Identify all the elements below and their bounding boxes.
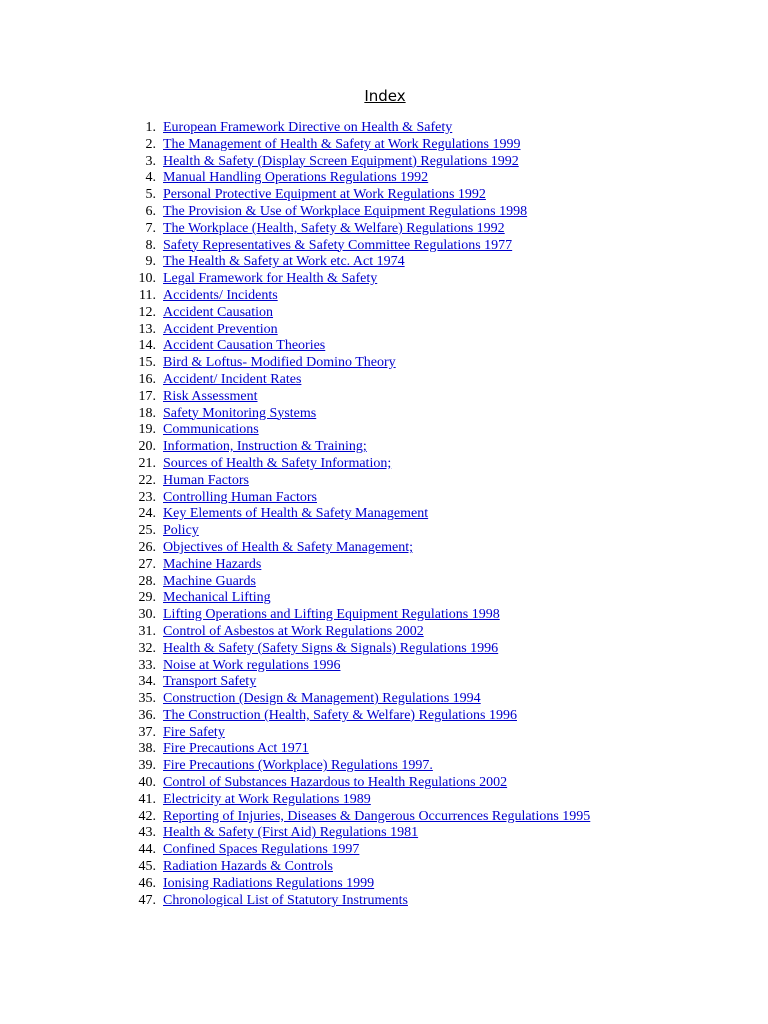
list-item: [0, 523, 768, 540]
item-number: 24.: [138, 506, 156, 522]
list-item: [0, 893, 768, 910]
index-link[interactable]: Policy: [163, 523, 199, 539]
list-item: [0, 557, 768, 574]
index-link[interactable]: The Provision & Use of Workplace Equipment Regulations 1998: [163, 203, 528, 219]
list-item: [0, 641, 768, 658]
list-item: [0, 288, 768, 305]
item-number: 46.: [138, 875, 156, 891]
list-item: [0, 372, 768, 389]
list-item: [0, 876, 768, 893]
list-item: [0, 154, 768, 171]
list-item: [0, 708, 768, 725]
item-number: 41.: [138, 791, 156, 807]
item-number: 26.: [138, 539, 156, 555]
list-item: [0, 741, 768, 758]
index-link[interactable]: Information, Instruction & Training;: [163, 439, 367, 455]
item-number: 10.: [138, 271, 156, 287]
item-number: 9.: [145, 254, 156, 270]
index-link[interactable]: Key Elements of Health & Safety Management: [163, 506, 429, 522]
index-link[interactable]: Noise at Work regulations 1996: [163, 657, 341, 673]
index-link[interactable]: Accidents/ Incidents: [163, 287, 278, 303]
item-number: 16.: [138, 371, 156, 387]
list-item: [0, 221, 768, 238]
index-link[interactable]: Ionising Radiations Regulations 1999: [163, 875, 375, 891]
list-item: [0, 456, 768, 473]
index-link[interactable]: The Health & Safety at Work etc. Act 1974: [163, 254, 405, 270]
index-link[interactable]: Lifting Operations and Lifting Equipment Regulations 1998: [163, 607, 500, 623]
index-link[interactable]: Manual Handling Operations Regulations 1992: [163, 170, 429, 186]
index-link[interactable]: Chronological List of Statutory Instruments: [163, 892, 408, 908]
item-number: 33.: [138, 657, 156, 673]
list-item: [0, 574, 768, 591]
list-item: [0, 758, 768, 775]
list-item: [0, 439, 768, 456]
list-item: [0, 859, 768, 876]
index-link[interactable]: Radiation Hazards & Controls: [163, 859, 333, 875]
list-item: [0, 658, 768, 675]
item-number: 7.: [145, 220, 156, 236]
item-number: 22.: [138, 472, 156, 488]
list-item: [0, 540, 768, 557]
item-number: 13.: [138, 321, 156, 337]
item-number: 44.: [138, 842, 156, 858]
item-number: 47.: [138, 892, 156, 908]
list-item: [0, 120, 768, 137]
index-link[interactable]: Sources of Health & Safety Information;: [163, 455, 392, 471]
item-number: 21.: [138, 455, 156, 471]
item-number: 5.: [145, 187, 156, 203]
list-item: [0, 271, 768, 288]
item-number: 36.: [138, 707, 156, 723]
item-number: 45.: [138, 859, 156, 875]
item-number: 1.: [145, 120, 156, 135]
item-number: 17.: [138, 388, 156, 404]
index-link[interactable]: Construction (Design & Management) Regulations 1994: [163, 691, 481, 707]
item-number: 11.: [139, 287, 156, 303]
page-title: Index: [364, 87, 406, 105]
item-number: 3.: [145, 153, 156, 169]
item-number: 19.: [138, 422, 156, 438]
list-item: [0, 422, 768, 439]
index-link[interactable]: Accident Causation Theories: [163, 338, 326, 354]
list-item: [0, 170, 768, 187]
item-number: 28.: [138, 573, 156, 589]
item-number: 23.: [138, 489, 156, 505]
list-item: [0, 490, 768, 507]
index-link[interactable]: Objectives of Health & Safety Management;: [163, 539, 413, 555]
index-link[interactable]: Controlling Human Factors: [163, 489, 317, 505]
list-item: [0, 187, 768, 204]
item-number: 39.: [138, 758, 156, 774]
index-link[interactable]: Risk Assessment: [163, 388, 258, 404]
list-item: [0, 607, 768, 624]
item-number: 27.: [138, 556, 156, 572]
list-item: [0, 624, 768, 641]
index-link[interactable]: Mechanical Lifting: [163, 590, 271, 606]
index-link[interactable]: Electricity at Work Regulations 1989: [163, 791, 371, 807]
index-link[interactable]: Machine Guards: [163, 573, 256, 589]
list-item: [0, 254, 768, 271]
item-number: 4.: [145, 170, 156, 186]
index-link[interactable]: Fire Safety: [163, 724, 225, 740]
list-item: [0, 238, 768, 255]
index-link[interactable]: Communications: [163, 422, 259, 438]
list-item: [0, 204, 768, 221]
item-number: 37.: [138, 724, 156, 740]
list-item: [0, 792, 768, 809]
list-item: [0, 406, 768, 423]
index-link[interactable]: Health & Safety (First Aid) Regulations 1981: [163, 825, 419, 841]
list-item: [0, 590, 768, 607]
index-link[interactable]: Accident Prevention: [163, 321, 278, 337]
index-link[interactable]: Control of Substances Hazardous to Health Regulations 2002: [163, 775, 508, 791]
index-link[interactable]: Transport Safety: [163, 674, 257, 690]
index-link[interactable]: The Workplace (Health, Safety & Welfare) Regulations 1992: [163, 220, 505, 236]
item-number: 43.: [138, 825, 156, 841]
index-link[interactable]: Personal Protective Equipment at Work Regulations 1992: [163, 187, 486, 203]
list-item: [0, 691, 768, 708]
index-link[interactable]: Health & Safety (Display Screen Equipment) Regulations 1992: [163, 153, 519, 169]
item-number: 20.: [138, 439, 156, 455]
item-number: 8.: [145, 237, 156, 253]
item-number: 14.: [138, 338, 156, 354]
index-link[interactable]: Accident/ Incident Rates: [163, 371, 302, 387]
index-link[interactable]: The Construction (Health, Safety & Welfare) Regulations 1996: [163, 707, 517, 723]
item-number: 42.: [138, 808, 156, 824]
list-item: [0, 338, 768, 355]
item-number: 31.: [138, 623, 156, 639]
item-number: 15.: [138, 355, 156, 371]
index-link[interactable]: The Management of Health & Safety at Work Regulations 1999: [163, 136, 521, 152]
item-number: 30.: [138, 607, 156, 623]
list-item: [0, 389, 768, 406]
item-number: 29.: [138, 590, 156, 606]
list-item: [0, 809, 768, 826]
index-link[interactable]: Reporting of Injuries, Diseases & Dangerous Occurrences Regulations 1995: [163, 808, 591, 824]
item-number: 32.: [138, 640, 156, 656]
list-item: [0, 775, 768, 792]
index-link[interactable]: Confined Spaces Regulations 1997: [163, 842, 360, 858]
list-item: [0, 506, 768, 523]
list-item: [0, 322, 768, 339]
item-number: 12.: [138, 304, 156, 320]
item-number: 6.: [145, 203, 156, 219]
list-item: [0, 825, 768, 842]
list-item: [0, 842, 768, 859]
index-link[interactable]: Accident Causation: [163, 304, 274, 320]
list-item: [0, 305, 768, 322]
item-number: 18.: [138, 405, 156, 421]
item-number: 40.: [138, 775, 156, 791]
index-link[interactable]: Safety Representatives & Safety Committee Regulations 1977: [163, 237, 513, 253]
item-number: 34.: [138, 674, 156, 690]
item-number: 25.: [138, 523, 156, 539]
index-link[interactable]: Human Factors: [163, 472, 249, 488]
list-item: [0, 137, 768, 154]
list-item: [0, 674, 768, 691]
index-link[interactable]: Legal Framework for Health & Safety: [163, 271, 378, 287]
item-number: 2.: [145, 136, 156, 152]
item-number: 35.: [138, 691, 156, 707]
index-link[interactable]: European Framework Directive on Health & Safety: [163, 120, 453, 135]
index-link[interactable]: Fire Precautions Act 1971: [163, 741, 309, 757]
index-link[interactable]: Health & Safety (Safety Signs & Signals) Regulations 1996: [163, 640, 499, 656]
index-link[interactable]: Safety Monitoring Systems: [163, 405, 317, 421]
index-link[interactable]: Machine Hazards: [163, 556, 262, 572]
index-link[interactable]: Control of Asbestos at Work Regulations 2002: [163, 623, 424, 639]
index-list: [0, 120, 768, 909]
item-number: 38.: [138, 741, 156, 757]
index-link[interactable]: Bird & Loftus- Modified Domino Theory: [163, 355, 396, 371]
list-item: [0, 473, 768, 490]
list-item: [0, 355, 768, 372]
index-link[interactable]: Fire Precautions (Workplace) Regulations 1997.: [163, 758, 433, 774]
list-item: [0, 725, 768, 742]
